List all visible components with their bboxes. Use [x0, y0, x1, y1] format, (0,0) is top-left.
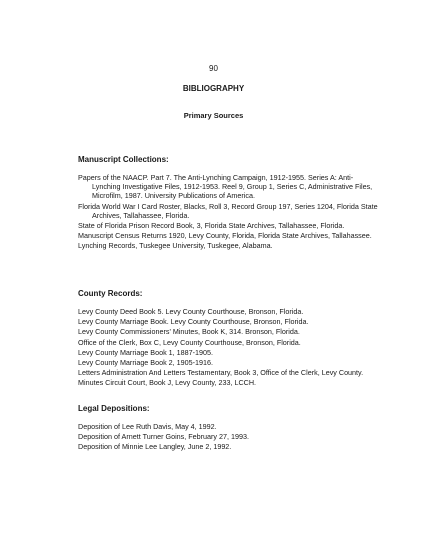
bibliography-entry: Minutes Circuit Court, Book J, Levy County, 233, LCCH. — [78, 378, 257, 388]
page-subtitle: Primary Sources — [183, 111, 244, 120]
bibliography-entry: Letters Administration And Letters Testamentary, Book 3, Office of the Clerk, Levy County. — [78, 368, 364, 378]
bibliography-entry: Levy County Deed Book 5. Levy County Courthouse, Bronson, Florida. — [78, 307, 304, 316]
bibliography-entry: State of Florida Prison Record Book, 3, Florida State Archives, Tallahassee, Florida. — [78, 221, 345, 231]
bibliography-entry: Deposition of Minnie Lee Langley, June 2, 1992. — [78, 442, 232, 452]
bibliography-entry: Office of the Clerk, Box C, Levy County Courthouse, Bronson, Florida. — [78, 337, 301, 347]
page-number: 90 — [209, 64, 218, 73]
section-manuscript-collections — [78, 155, 378, 251]
page-title: BIBLIOGRAPHY — [182, 84, 245, 93]
bibliography-entry: Levy County Commissioners' Minutes, Book K, 314. Bronson, Florida. — [78, 327, 300, 337]
bibliography-entry: Manuscript Census Returns 1920, Levy County, Florida, Florida State Archives, Tallahassee. — [78, 231, 372, 241]
bibliography-entry: Levy County Marriage Book 1, 1887-1905. — [78, 347, 214, 357]
bibliography-entry: Levy County Marriage Book 2, 1905-1916. — [78, 358, 214, 368]
section-heading: County Records: — [78, 289, 143, 298]
section-county-records — [78, 289, 378, 388]
bibliography-entry: Levy County Marriage Book. Levy County Courthouse, Bronson, Florida. — [78, 317, 309, 327]
section-heading: Manuscript Collections: — [78, 155, 169, 164]
section-heading: Legal Depositions: — [78, 404, 150, 413]
bibliography-entry: Deposition of Lee Ruth Davis, May 4, 1992. — [78, 422, 217, 431]
bibliography-entry: Lynching Records, Tuskegee University, Tuskegee, Alabama. — [78, 241, 273, 251]
bibliography-entry: Papers of the NAACP. Part 7. The Anti-Lynching Campaign, 1912-1955. Series A: Anti-Lynching Investigative Files, 1912-1953. Reel 9, Group 1, Series C, Administrative Files, Microfilm, 1987. University Publications of America. — [78, 173, 373, 201]
bibliography-entry: Florida World War I Card Roster, Blacks, Roll 3, Record Group 197, Series 1204, Florida State Archives, Tallahassee, Florida. — [78, 201, 378, 220]
section-legal-depositions — [78, 404, 378, 452]
bibliography-entry: Deposition of Arnett Turner Goins, February 27, 1993. — [78, 432, 249, 442]
